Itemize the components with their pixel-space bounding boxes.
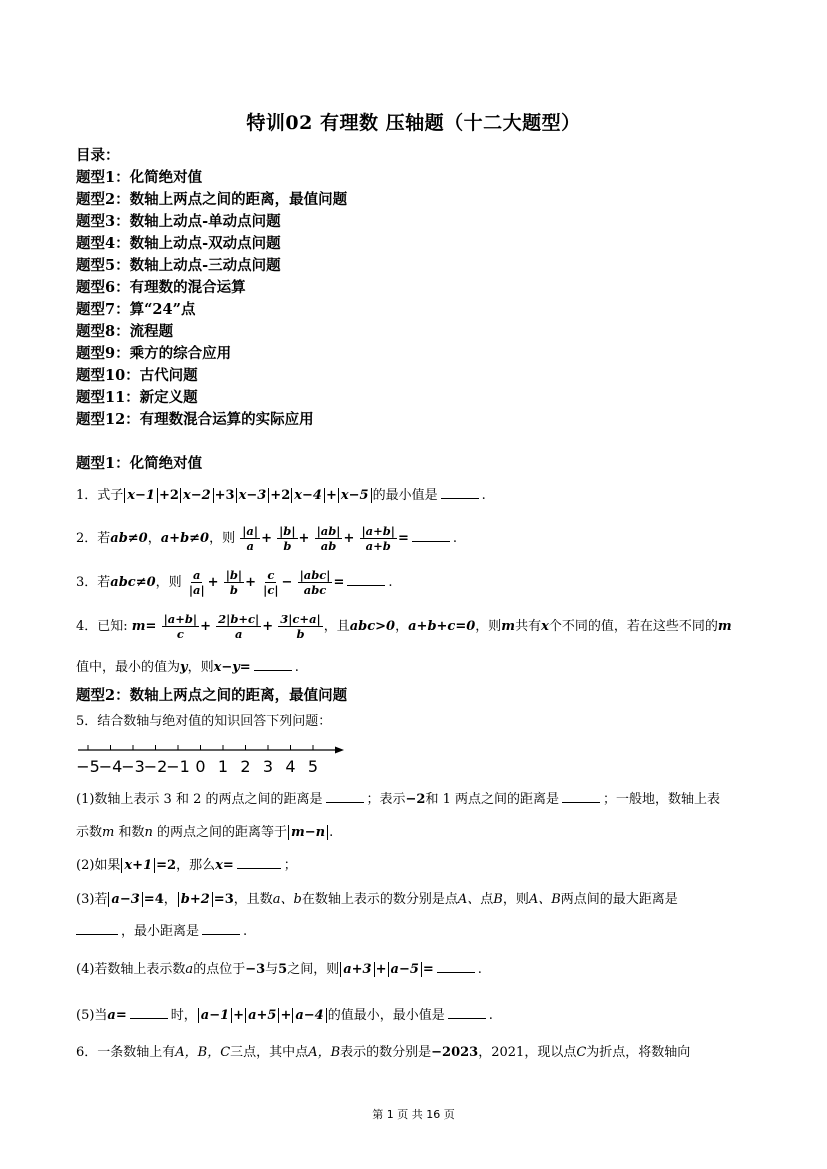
condition: a+b+c=0: [408, 619, 476, 634]
numerator: |a+b|: [361, 524, 395, 538]
numerator: |a+b|: [163, 612, 198, 626]
equals: =: [398, 531, 409, 546]
arrow-right-icon: [335, 747, 344, 754]
text: ，最小距离是: [121, 924, 200, 939]
fraction: [277, 524, 297, 553]
then: ，则: [209, 531, 236, 546]
var: x: [541, 619, 549, 634]
q5-part-4: [76, 960, 482, 980]
var: m: [102, 825, 115, 840]
question-3: [76, 568, 393, 597]
q1-suffix: 的最小值是: [372, 488, 438, 503]
section-heading-2: 题型2：数轴上两点之间的距离，最值问题: [76, 687, 348, 704]
toc-item: 题型9：乘方的综合应用: [76, 345, 232, 362]
answer-blank[interactable]: [326, 790, 364, 803]
text: ，: [163, 892, 177, 907]
answer-blank[interactable]: [76, 922, 118, 935]
numerator: |a|: [242, 524, 259, 538]
abs-term: a−5: [388, 962, 422, 977]
number: −2: [405, 792, 426, 807]
toc-heading: 目录：: [76, 147, 120, 164]
numerator: 2|b+c|: [218, 612, 260, 626]
m-equals: m=: [131, 619, 157, 634]
text: ，则: [187, 660, 214, 675]
fraction: [261, 568, 280, 597]
number-line-label: −1: [166, 757, 190, 776]
text: 和数: [114, 825, 145, 840]
fraction: [224, 568, 244, 597]
text: ，则: [475, 619, 502, 634]
text: =3: [213, 892, 234, 907]
op: +: [375, 962, 387, 977]
fraction: [278, 612, 322, 641]
equals: =: [115, 1008, 127, 1023]
op: +3: [214, 488, 235, 503]
toc-item: 题型7：算“24”点: [76, 301, 196, 318]
toc-item: 题型2：数轴上两点之间的距离，最值问题: [76, 191, 348, 208]
abs-term: x+1: [121, 858, 155, 873]
numerator: |ab|: [316, 524, 341, 538]
numerator: |b|: [225, 568, 243, 582]
var: n: [144, 825, 153, 840]
fraction: [360, 524, 398, 553]
var: A、B: [528, 892, 561, 907]
op: +: [262, 619, 274, 634]
text: 两点间的最大距离是: [560, 892, 678, 907]
text: 和 1 两点之间的距离是: [425, 792, 560, 807]
abs-term: x−4: [291, 488, 325, 503]
numerator: |abc|: [299, 568, 331, 582]
denominator: b: [283, 539, 292, 553]
denominator: ab: [320, 539, 337, 553]
toc-item: 题型6：有理数的混合运算: [76, 279, 246, 296]
var: m: [501, 619, 516, 634]
toc-item: 题型3：数轴上动点-单动点问题: [76, 213, 281, 230]
var: A，B，C: [175, 1045, 231, 1060]
q5-part-5: [76, 1006, 493, 1026]
text: ，则: [502, 892, 529, 907]
op: +2: [158, 488, 179, 503]
q4-prefix: 4．已知:: [76, 619, 128, 634]
var: a: [185, 962, 194, 977]
number-line-label: 4: [285, 757, 296, 776]
text: 值中，最小的值为: [76, 660, 181, 675]
var: m: [717, 619, 732, 634]
text: 6．一条数轴上有: [76, 1045, 176, 1060]
numerator: c: [267, 568, 275, 582]
q2-prefix: 2．若: [76, 531, 111, 546]
answer-blank[interactable]: [202, 922, 240, 935]
sep: ，: [147, 531, 161, 546]
number: −2023: [431, 1045, 479, 1060]
question-4: [76, 612, 732, 641]
var: x: [215, 858, 223, 873]
abs-term: a−4: [292, 1008, 326, 1023]
page-title: 特训02 有理数 压轴题（十二大题型）: [246, 112, 581, 134]
text: 的值最小，最小值是: [327, 1008, 445, 1023]
denominator: abc: [303, 583, 327, 597]
q5-part-3-line-2: [76, 922, 247, 942]
text: 共有: [515, 619, 542, 634]
text: 三点，其中点: [230, 1045, 309, 1060]
text: 个不同的值，若在这些不同的: [548, 619, 718, 634]
answer-blank[interactable]: [237, 856, 281, 869]
denominator: |a|: [188, 583, 205, 597]
text: (2)如果: [76, 858, 121, 873]
toc-item: 题型5：数轴上动点-三动点问题: [76, 257, 281, 274]
text: 示数: [76, 825, 103, 840]
abs-term: a−1: [198, 1008, 232, 1023]
op: +: [343, 531, 355, 546]
denominator: a: [234, 627, 243, 641]
toc-item: 题型1：化简绝对值: [76, 169, 203, 186]
text: =4: [143, 892, 164, 907]
text: 的点位于: [193, 962, 246, 977]
number-line-label: 0: [195, 757, 206, 776]
text: .: [243, 924, 248, 939]
abs-term: x−2: [180, 488, 214, 503]
op: +: [298, 531, 310, 546]
text: (5)当: [76, 1008, 108, 1023]
text: =2: [156, 858, 177, 873]
op: +: [261, 531, 272, 546]
question-5-intro: 5．结合数轴与绝对值的知识回答下列问题：: [76, 714, 332, 729]
denominator: a+b: [365, 539, 391, 553]
text: 点: [480, 892, 494, 907]
answer-blank[interactable]: [412, 529, 450, 542]
denominator: a: [246, 539, 254, 553]
var: B: [493, 892, 503, 907]
number-line-label: −3: [121, 757, 145, 776]
text: ，那么: [176, 858, 216, 873]
equals: =: [422, 962, 434, 977]
abs-term: x−1: [124, 488, 158, 503]
text: 表示的数分别是: [340, 1045, 432, 1060]
abs-term: a+3: [340, 962, 374, 977]
q5-part-1: [76, 790, 720, 810]
var: C: [576, 1045, 587, 1060]
text: .: [488, 1008, 493, 1023]
condition: a+b≠0: [160, 531, 210, 546]
toc-item: 题型10：古代问题: [76, 367, 198, 384]
answer-blank[interactable]: [441, 486, 479, 499]
table-of-contents: [76, 145, 347, 431]
q1-prefix: 1．式子: [76, 488, 124, 503]
question-2: [76, 524, 457, 553]
number-line: [76, 742, 346, 778]
answer-blank[interactable]: [448, 1006, 486, 1019]
fraction: [162, 612, 200, 641]
text: ，2021，现以点: [478, 1045, 577, 1060]
q1-end: .: [481, 488, 486, 503]
number-line-label: 5: [307, 757, 319, 776]
fraction: [240, 524, 260, 553]
abs-term: m−n: [288, 825, 328, 840]
op: +2: [270, 488, 291, 503]
text: 与: [265, 962, 279, 977]
page-footer: 第 1 页 共 16 页: [372, 1108, 455, 1121]
condition: ab≠0: [110, 531, 148, 546]
q4-end: .: [294, 660, 299, 675]
var: A、: [457, 892, 481, 907]
question-1: [76, 486, 486, 506]
question-6: [76, 1043, 690, 1063]
fraction: [315, 524, 343, 553]
fraction: [298, 568, 333, 597]
numerator: |b|: [279, 524, 296, 538]
text: ，且数: [233, 892, 273, 907]
equals: =: [333, 575, 345, 590]
denominator: b: [229, 583, 238, 597]
number: 5: [278, 962, 288, 977]
denominator: c: [176, 627, 184, 641]
number-line-label: 1: [217, 757, 229, 776]
condition: abc>0: [349, 619, 396, 634]
toc-item: 题型8：流程题: [76, 323, 174, 340]
var: y: [180, 660, 188, 675]
abs-term: b+2: [178, 892, 213, 907]
text: 在数轴上表示的数分别是点: [301, 892, 458, 907]
number: −3: [245, 962, 266, 977]
text: ；一般地，数轴上表: [603, 792, 721, 807]
sep: ，: [395, 619, 409, 634]
numerator: 3|c+a|: [280, 612, 321, 626]
number-line-label: −5: [76, 757, 100, 776]
number-line-label: −4: [98, 757, 123, 776]
op: +: [280, 1008, 292, 1023]
text: (1)数轴上表示 3 和 2 的两点之间的距离是: [76, 792, 323, 807]
fraction: [216, 612, 261, 641]
denominator: |c|: [263, 583, 279, 597]
q5-part-3: [76, 890, 678, 910]
text: ；表示: [366, 792, 406, 807]
answer-blank[interactable]: [347, 573, 385, 586]
condition: abc≠0: [110, 575, 156, 590]
op: +: [233, 1008, 245, 1023]
op: +: [245, 575, 257, 590]
text: 时，: [170, 1008, 197, 1023]
toc-item: 题型11：新定义题: [76, 389, 198, 406]
answer-blank[interactable]: [562, 790, 600, 803]
abs-term: a+5: [245, 1008, 279, 1023]
q5-part-1-line-2: [76, 823, 333, 843]
expr: x−y=: [213, 660, 251, 675]
abs-term: x−3: [236, 488, 270, 503]
numerator: a: [193, 568, 201, 582]
op: +: [207, 575, 219, 590]
var: a、b: [272, 892, 302, 907]
toc-item: 题型4：数轴上动点-双动点问题: [76, 235, 281, 252]
abs-term: x−5: [338, 488, 372, 503]
q3-prefix: 3．若: [76, 575, 111, 590]
question-4-line-2: [76, 658, 299, 678]
then: ，则: [155, 575, 182, 590]
text: .: [329, 825, 334, 840]
op: +: [200, 619, 211, 634]
q2-end: .: [452, 531, 458, 546]
text: ；: [283, 858, 297, 873]
answer-blank[interactable]: [254, 658, 292, 671]
q3-end: .: [388, 575, 393, 590]
op: −: [281, 575, 293, 590]
fraction: [187, 568, 207, 597]
section-heading-1: 题型1：化简绝对值: [76, 455, 203, 472]
text: 之间，则: [287, 962, 340, 977]
text: 的两点之间的距离等于: [152, 825, 287, 840]
denominator: b: [296, 627, 305, 641]
q5-part-2: [76, 856, 297, 876]
abs-term: a−3: [108, 892, 142, 907]
text: 为折点，将数轴向: [586, 1045, 691, 1060]
op: +: [325, 488, 337, 503]
number-line-label: 3: [262, 757, 274, 776]
text: ，且: [323, 619, 350, 634]
toc-item: 题型12：有理数混合运算的实际应用: [76, 411, 314, 428]
equals: =: [222, 858, 234, 873]
var: A，B: [308, 1045, 341, 1060]
number-line-label: −2: [143, 757, 168, 776]
text: (3)若: [76, 892, 108, 907]
text: .: [477, 962, 482, 977]
number-line-label: 2: [240, 757, 251, 776]
text: (4)若数轴上表示数: [76, 962, 186, 977]
answer-blank[interactable]: [437, 960, 475, 973]
answer-blank[interactable]: [130, 1006, 168, 1019]
var: a: [107, 1008, 116, 1023]
